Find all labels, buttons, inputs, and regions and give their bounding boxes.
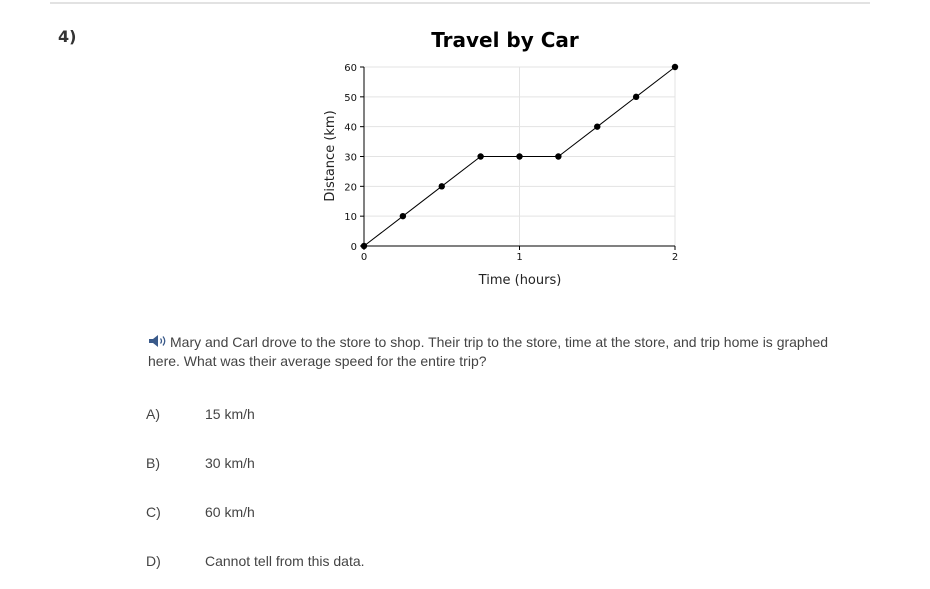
choice-a[interactable] [146, 406, 646, 426]
chart-title: Travel by Car [431, 28, 579, 52]
x-tick-label: 1 [516, 252, 523, 263]
y-tick-label: 30 [344, 152, 357, 164]
choice-d[interactable] [146, 553, 646, 573]
choice-letter: B) [146, 455, 160, 471]
choice-letter: C) [146, 504, 161, 520]
data-point [516, 153, 522, 159]
data-point [555, 153, 561, 159]
speaker-icon[interactable] [148, 334, 168, 348]
choice-b[interactable] [146, 455, 646, 475]
choice-text: 15 km/h [205, 406, 255, 422]
y-axis-label: Distance (km) [323, 110, 338, 202]
choice-text: 60 km/h [205, 504, 255, 520]
chart-tick-labels [344, 63, 678, 263]
data-point [361, 243, 367, 249]
question-number: 4) [58, 27, 77, 46]
y-tick-label: 40 [344, 122, 357, 134]
data-point [477, 153, 483, 159]
y-tick-label: 60 [344, 63, 357, 74]
data-point [439, 183, 445, 189]
y-tick-label: 20 [344, 182, 357, 194]
choice-text: Cannot tell from this data. [205, 553, 365, 569]
choice-text: 30 km/h [205, 455, 255, 471]
choice-letter: A) [146, 406, 160, 422]
data-point [672, 64, 678, 70]
y-tick-label: 50 [344, 92, 357, 104]
data-point [594, 123, 600, 129]
choice-c[interactable] [146, 504, 646, 524]
data-point [400, 213, 406, 219]
x-tick-label: 0 [360, 252, 368, 263]
x-axis-label: Time (hours) [478, 273, 562, 288]
question-text: Mary and Carl drove to the store to shop. Their trip to the store, time at the store, and trip home is graphed here. What was their average speed for the entire trip? [148, 334, 829, 369]
x-tick-label: 2 [671, 252, 679, 263]
choice-letter: D) [146, 553, 161, 569]
data-point [633, 94, 639, 100]
question-prompt [148, 333, 858, 371]
y-tick-label: 0 [350, 242, 357, 253]
y-tick-label: 10 [344, 212, 357, 224]
